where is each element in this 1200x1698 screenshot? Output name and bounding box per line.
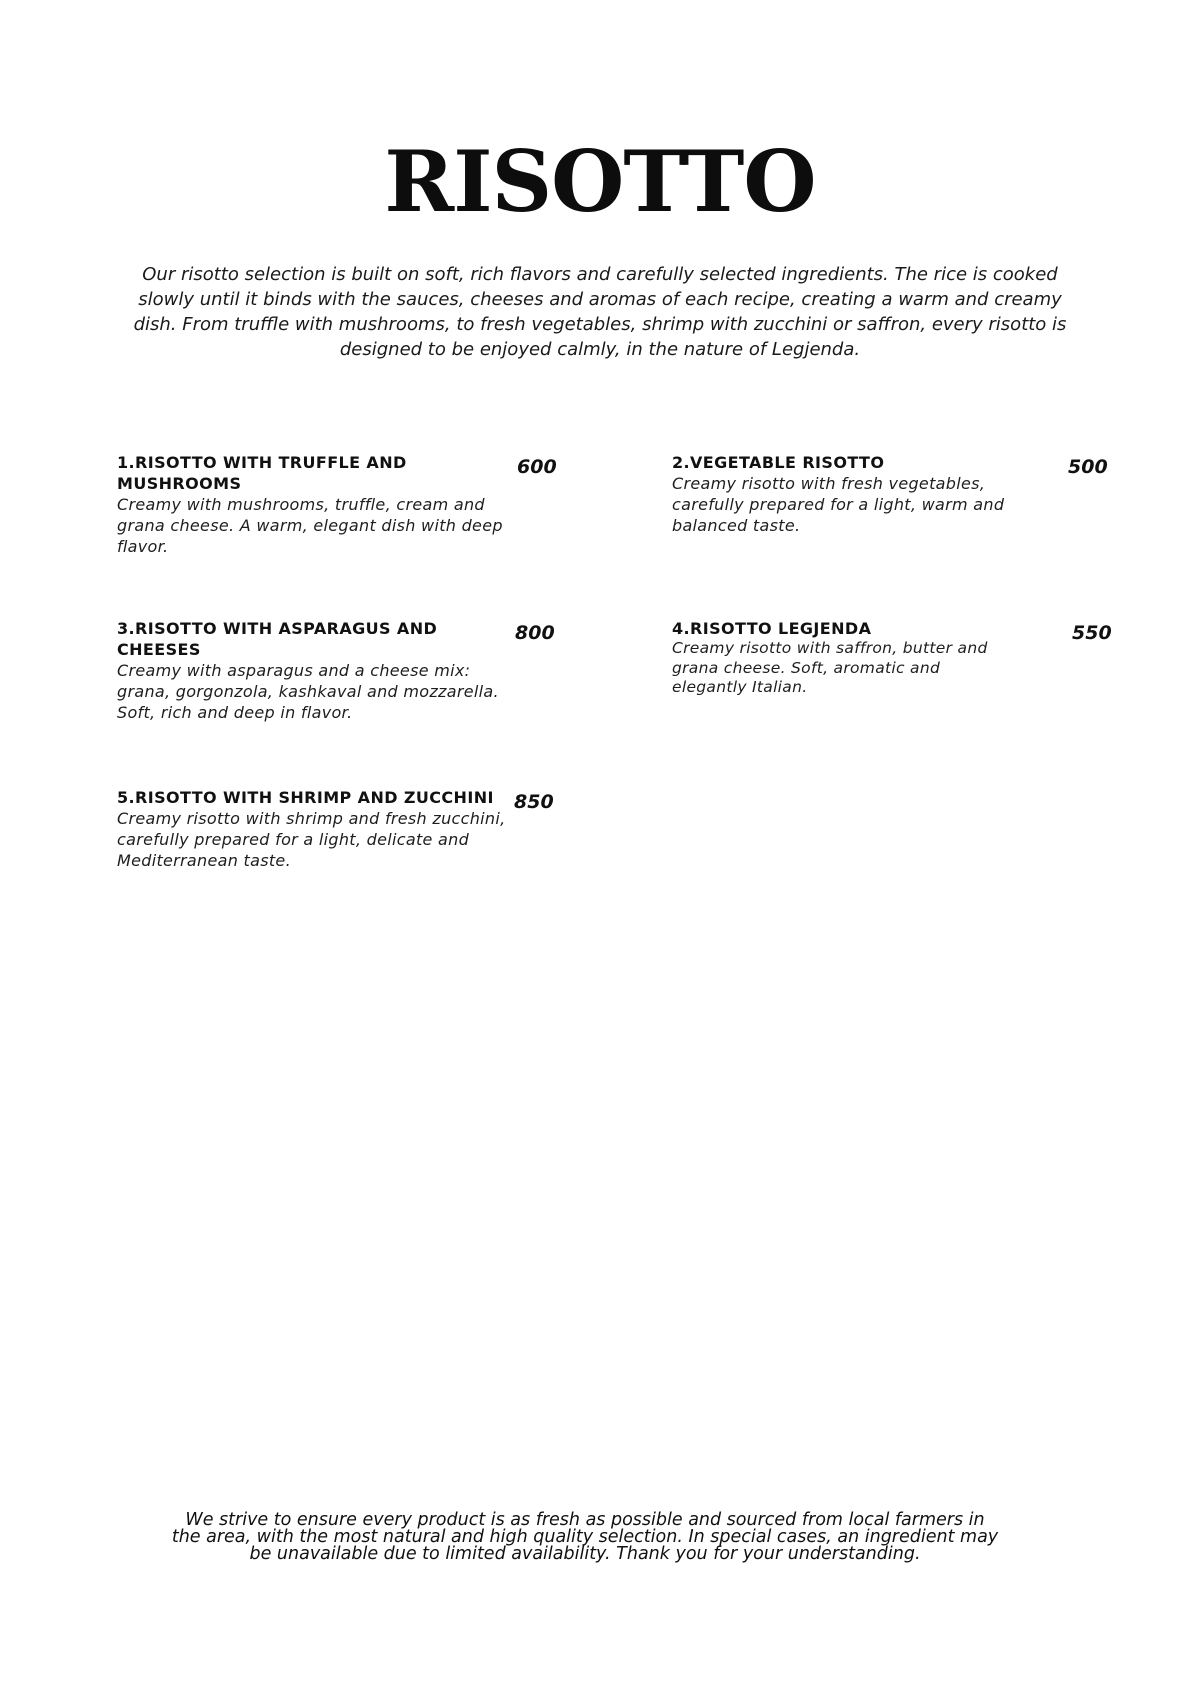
menu-item-price: 800 [515, 622, 555, 644]
menu-item-description: Creamy risotto with shrimp and fresh zucchini, carefully prepared for a light, delicate and Mediterranean taste. [117, 809, 506, 870]
menu-item-description: Creamy with mushrooms, truffle, cream and grana cheese. A warm, elegant dish with deep flavor. [117, 495, 503, 556]
footer-note: We strive to ensure every product is as fresh as possible and sourced from local farmers in the area, with the most natural and high quality selection. In special cases, an ingredient may be unavailable due to limited availability. Thank you for your understanding. [171, 1510, 999, 1564]
menu-item [117, 787, 507, 871]
menu-item [672, 452, 1017, 536]
intro-text: Our risotto selection is built on soft, rich flavors and carefully selected ingredients. The rice is cooked slowly until it binds with the sauces, cheeses and aromas of each recipe, creating a warm and creamy dish. From truffle with mushrooms, to fresh vegetables, shrimp with zucchini or saffron, every risotto is designed to be enjoyed calmly, in the nature of Legjenda. [133, 264, 1067, 360]
page-title: RISOTTO [384, 132, 816, 231]
menu-item-price: 500 [1068, 456, 1108, 478]
menu-item [117, 618, 507, 723]
menu-item-name: 1.RISOTTO WITH TRUFFLE AND MUSHROOMS [117, 453, 407, 493]
menu-item-name: 4.RISOTTO LEGJENDA [672, 619, 872, 638]
menu-item-description: Creamy with asparagus and a cheese mix: grana, gorgonzola, kashkaval and mozzarella. Soft, rich and deep in flavor. [117, 661, 499, 722]
menu-item-description: Creamy risotto with fresh vegetables, carefully prepared for a light, warm and balanced taste. [672, 474, 1005, 535]
menu-item-name: 5.RISOTTO WITH SHRIMP AND ZUCCHINI [117, 788, 494, 807]
menu-item-price: 850 [514, 791, 554, 813]
menu-item-price: 600 [517, 456, 557, 478]
menu-item-description: Creamy risotto with saffron, butter and grana cheese. Soft, aromatic and elegantly Italian. [672, 639, 988, 696]
menu-item-name: 3.RISOTTO WITH ASPARAGUS AND CHEESES [117, 619, 438, 659]
menu-item-name: 2.VEGETABLE RISOTTO [672, 453, 885, 472]
menu-item [117, 452, 507, 557]
menu-item-price: 550 [1072, 622, 1112, 644]
menu-item [672, 618, 1017, 698]
